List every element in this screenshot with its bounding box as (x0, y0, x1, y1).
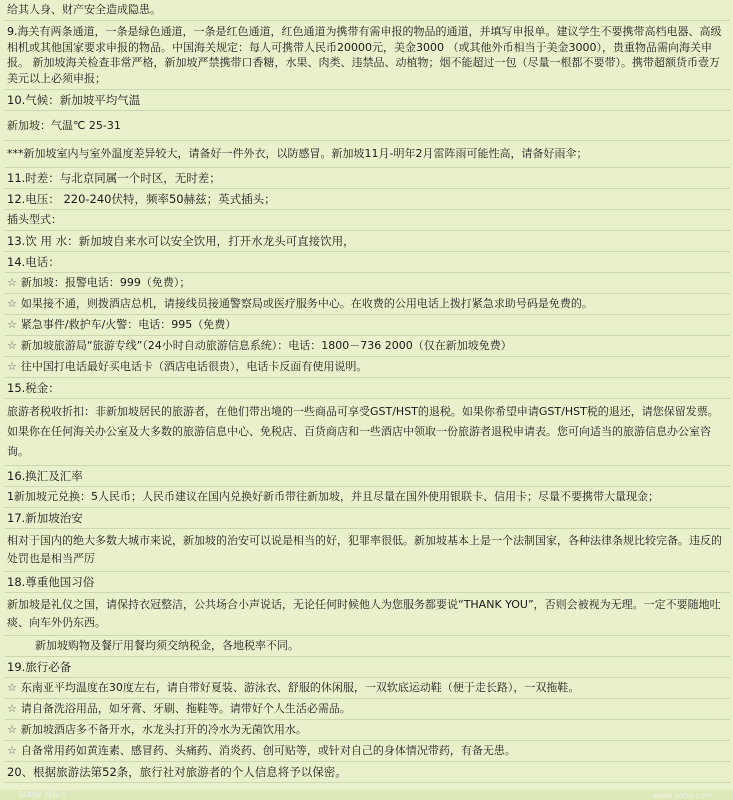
text-line: 插头型式： (5, 210, 730, 231)
customs-etiquette-paragraph: 新加坡是礼仪之国，请保持衣冠整洁，公共场合小声说话，无论任何时候他人为您服务都要说“THANK YOU”，否则会被视为无理。一定不要随地吐痰、向车外仍东西。 (5, 593, 730, 636)
star-icon: ☆ (7, 318, 17, 331)
safety-paragraph: 相对于国内的绝大多数大城市来说，新加坡的治安可以说是相当的好，犯罪率很低。新加坡基本上是一个法制国家，各种法律条规比较完备。违反的处罚也是相当严厉 (5, 529, 730, 572)
star-icon: ☆ (7, 702, 17, 715)
list-item: ☆ 自备常用药如黄连素、感冒药、头痛药、消炎药、创可贴等，或针对自己的身体情况带药，有备无患。 (5, 741, 730, 762)
star-icon: ☆ (7, 681, 17, 694)
watermark-right: www.sohu.com (652, 791, 713, 800)
star-icon: ☆ (7, 297, 17, 310)
bottom-strip (0, 790, 733, 800)
list-item: ☆ 紧急事件/救护车/火警：电话：995（免费） (5, 315, 730, 336)
section-heading-climate: 10.气候：新加坡平均气温 (5, 90, 730, 111)
star-icon: ☆ (7, 360, 17, 373)
text-line: ***新加坡室内与室外温度差异较大，请备好一件外衣，以防感冒。新加坡11月-明年2月雷阵雨可能性高，请备好雨伞； (5, 141, 730, 168)
star-icon: ☆ (7, 723, 17, 736)
section-heading-phone: 14.电话： (5, 252, 730, 273)
section-heading-essentials: 19.旅行必备 (5, 657, 730, 678)
customs-paragraph: 9.海关有两条通道，一条是绿色通道，一条是红色通道，红色通道为携带有需申报的物品的通道，并填写申报单。建议学生不要携带高档电器、高级相机或其他国家要求申报的物品。中国海关规定：每人可携带人民币20000元，美金3000 （或其他外币相当于美金3000），贵重物品需向海关申报。 新加坡海关检查非常严格，新加坡严禁携带口香糖，水果、肉类、违禁品、动植物；烟不能超过一包（尽量一根都不要带）。携带超额货币壹万美元以上必须申报； (5, 21, 730, 90)
section-heading-safety: 17.新加坡治安 (5, 508, 730, 529)
star-icon: ☆ (7, 276, 17, 289)
list-item: ☆ 东南亚平均温度在30度左右，请自带好夏装、游泳衣、舒服的休闲服，一双软底运动鞋（便于走长路），一双拖鞋。 (5, 678, 730, 699)
section-heading-voltage: 12.电压： 220-240伏特，频率50赫兹；英式插头； (5, 189, 730, 210)
watermark-left: SOHU 搜狐号 (18, 790, 68, 799)
section-heading-water: 13.饮 用 水：新加坡自来水可以安全饮用，打开水龙头可直接饮用， (5, 231, 730, 252)
section-heading-privacy: 20、根据旅游法第52条，旅行社对旅游者的个人信息将予以保密。 (5, 762, 730, 783)
text-line: 新加坡：气温℃ 25-31 (5, 111, 730, 141)
list-item: ☆ 新加坡旅游局“旅游专线”（24小时自动旅游信息系统）：电话：1800－736 2000（仅在新加坡免费） (5, 336, 730, 357)
list-item: ☆ 新加坡酒店多不备开水，水龙头打开的冷水为无菌饮用水。 (5, 720, 730, 741)
list-item: ☆ 往中国打电话最好买电话卡（酒店电话很贵），电话卡反面有使用说明。 (5, 357, 730, 378)
list-item: ☆ 如果接不通，则拨酒店总机，请接线员接通警察局或医疗服务中心。在收费的公用电话上拨打紧急求助号码是免费的。 (5, 294, 730, 315)
section-heading-tax: 15.税金： (5, 378, 730, 399)
star-icon: ☆ (7, 744, 17, 757)
star-icon: ☆ (7, 339, 17, 352)
section-heading-exchange: 16.换汇及汇率 (5, 466, 730, 487)
list-item: ☆ 新加坡：报警电话：999（免费）； (5, 273, 730, 294)
text-line: 给其人身、财产安全造成隐患。 (5, 2, 730, 21)
section-heading-timezone: 11.时差：与北京同属一个时区，无时差； (5, 168, 730, 189)
text-line: 新加坡购物及餐厅用餐均须交纳税金，各地税率不同。 (5, 636, 730, 657)
tax-paragraph: 旅游者税收折扣：非新加坡居民的旅游者，在他们带出境的一些商品可享受GST/HST的退税。如果你希望申请GST/HST税的退还，请您保留发票。如果你在任何海关办公室及大多数的旅游信息中心、免税店、百货商店和一些酒店中领取一份旅游者退税申请表。您可向适当的旅游信息办公室咨询。 (5, 399, 730, 466)
text-line: 1新加坡元兑换：5人民币；人民币建议在国内兑换好新币带往新加坡，并且尽量在国外使用银联卡、信用卡；尽量不要携带大量现金； (5, 487, 730, 508)
section-heading-customs: 18.尊重他国习俗 (5, 572, 730, 593)
list-item: ☆ 请自备洗浴用品，如牙膏、牙刷、拖鞋等。请带好个人生活必需品。 (5, 699, 730, 720)
